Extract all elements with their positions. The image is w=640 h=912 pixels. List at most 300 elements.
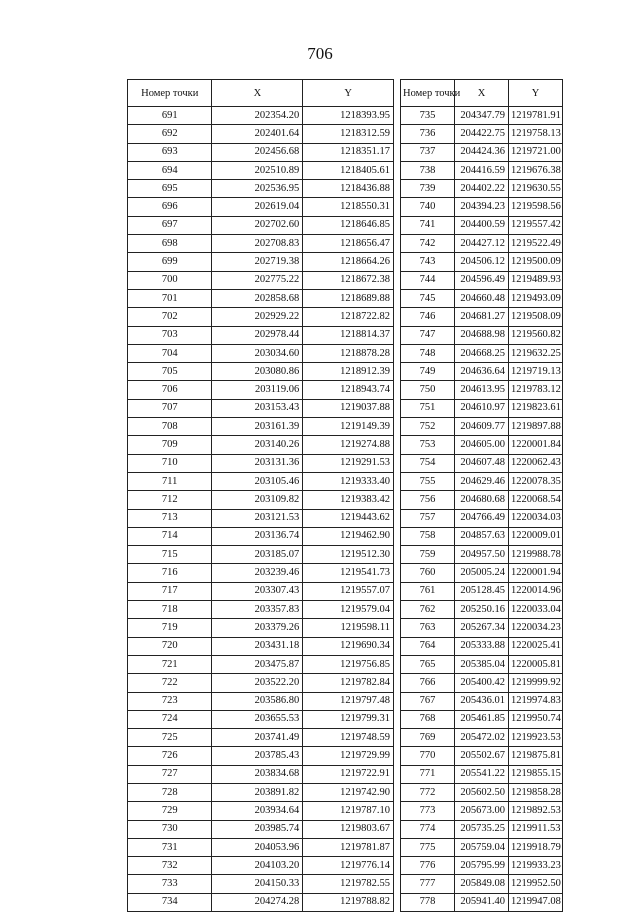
table-row xyxy=(128,820,394,838)
cell-point-number: 736 xyxy=(401,125,455,143)
table-row xyxy=(128,509,394,527)
cell-x: 204766.49 xyxy=(455,509,509,527)
table-row xyxy=(128,418,394,436)
cell-y: 1219508.09 xyxy=(509,308,563,326)
table-row xyxy=(128,107,394,125)
cell-point-number: 713 xyxy=(128,509,212,527)
cell-point-number: 716 xyxy=(128,564,212,582)
cell-y: 1219950.74 xyxy=(509,710,563,728)
table-row xyxy=(128,802,394,820)
table-row xyxy=(401,344,563,362)
cell-y: 1219933.23 xyxy=(509,857,563,875)
cell-x: 205795.99 xyxy=(455,857,509,875)
cell-x: 203891.82 xyxy=(212,783,303,801)
cell-point-number: 770 xyxy=(401,747,455,765)
cell-point-number: 697 xyxy=(128,216,212,234)
cell-y: 1218550.31 xyxy=(303,198,394,216)
table-row xyxy=(128,783,394,801)
cell-x: 203475.87 xyxy=(212,655,303,673)
table-row xyxy=(128,253,394,271)
cell-point-number: 769 xyxy=(401,729,455,747)
header-y: Y xyxy=(303,80,394,107)
cell-y: 1219918.79 xyxy=(509,838,563,856)
table-row xyxy=(401,747,563,765)
cell-x: 204681.27 xyxy=(455,308,509,326)
cell-x: 202702.60 xyxy=(212,216,303,234)
table-row xyxy=(401,491,563,509)
cell-y: 1219923.53 xyxy=(509,729,563,747)
cell-x: 205502.67 xyxy=(455,747,509,765)
cell-point-number: 755 xyxy=(401,472,455,490)
cell-x: 203522.20 xyxy=(212,674,303,692)
table-row xyxy=(401,107,563,125)
cell-point-number: 758 xyxy=(401,527,455,545)
table-row xyxy=(401,875,563,893)
cell-y: 1219855.15 xyxy=(509,765,563,783)
cell-y: 1218943.74 xyxy=(303,381,394,399)
cell-x: 204053.96 xyxy=(212,838,303,856)
cell-point-number: 731 xyxy=(128,838,212,856)
table-row xyxy=(401,180,563,198)
table-row xyxy=(401,326,563,344)
cell-x: 202775.22 xyxy=(212,271,303,289)
cell-point-number: 746 xyxy=(401,308,455,326)
cell-point-number: 776 xyxy=(401,857,455,875)
table-row xyxy=(128,235,394,253)
cell-x: 204660.48 xyxy=(455,289,509,307)
cell-y: 1219443.62 xyxy=(303,509,394,527)
cell-point-number: 749 xyxy=(401,363,455,381)
cell-y: 1219462.90 xyxy=(303,527,394,545)
cell-y: 1219512.30 xyxy=(303,546,394,564)
cell-point-number: 753 xyxy=(401,436,455,454)
cell-y: 1219722.91 xyxy=(303,765,394,783)
cell-x: 203307.43 xyxy=(212,582,303,600)
cell-point-number: 706 xyxy=(128,381,212,399)
cell-y: 1219274.88 xyxy=(303,436,394,454)
header-point-number: Номер точки xyxy=(401,80,455,107)
cell-point-number: 721 xyxy=(128,655,212,673)
cell-y: 1220078.35 xyxy=(509,472,563,490)
cell-point-number: 738 xyxy=(401,161,455,179)
cell-x: 203379.26 xyxy=(212,619,303,637)
cell-y: 1219787.10 xyxy=(303,802,394,820)
cell-point-number: 692 xyxy=(128,125,212,143)
cell-y: 1218405.61 xyxy=(303,161,394,179)
cell-point-number: 761 xyxy=(401,582,455,600)
table-row xyxy=(401,692,563,710)
cell-y: 1218689.88 xyxy=(303,289,394,307)
cell-point-number: 767 xyxy=(401,692,455,710)
cell-x: 204394.23 xyxy=(455,198,509,216)
table-row xyxy=(128,710,394,728)
cell-y: 1219721.00 xyxy=(509,143,563,161)
cell-x: 205267.34 xyxy=(455,619,509,637)
cell-x: 203105.46 xyxy=(212,472,303,490)
table-row xyxy=(128,582,394,600)
cell-point-number: 730 xyxy=(128,820,212,838)
table-row xyxy=(128,655,394,673)
cell-x: 203431.18 xyxy=(212,637,303,655)
table-body-left xyxy=(128,107,394,912)
table-row xyxy=(401,674,563,692)
cell-x: 203357.83 xyxy=(212,601,303,619)
cell-y: 1219729.99 xyxy=(303,747,394,765)
table-row xyxy=(401,472,563,490)
cell-y: 1219333.40 xyxy=(303,472,394,490)
table-row xyxy=(128,381,394,399)
table-row xyxy=(401,253,563,271)
cell-point-number: 694 xyxy=(128,161,212,179)
header-x: X xyxy=(455,80,509,107)
table-header-row xyxy=(401,80,563,107)
table-row xyxy=(401,893,563,911)
cell-x: 204424.36 xyxy=(455,143,509,161)
cell-y: 1219557.07 xyxy=(303,582,394,600)
table-row xyxy=(128,271,394,289)
cell-x: 202858.68 xyxy=(212,289,303,307)
cell-point-number: 771 xyxy=(401,765,455,783)
cell-x: 203934.64 xyxy=(212,802,303,820)
cell-point-number: 725 xyxy=(128,729,212,747)
cell-y: 1218646.85 xyxy=(303,216,394,234)
cell-x: 204400.59 xyxy=(455,216,509,234)
table-row xyxy=(401,601,563,619)
table-row xyxy=(128,527,394,545)
cell-y: 1219598.56 xyxy=(509,198,563,216)
cell-x: 204422.75 xyxy=(455,125,509,143)
cell-y: 1220001.94 xyxy=(509,564,563,582)
cell-x: 203785.43 xyxy=(212,747,303,765)
cell-x: 202401.64 xyxy=(212,125,303,143)
table-row xyxy=(401,436,563,454)
cell-point-number: 691 xyxy=(128,107,212,125)
cell-x: 205128.45 xyxy=(455,582,509,600)
cell-point-number: 756 xyxy=(401,491,455,509)
cell-y: 1219690.34 xyxy=(303,637,394,655)
table-row xyxy=(401,710,563,728)
cell-point-number: 714 xyxy=(128,527,212,545)
cell-y: 1219974.83 xyxy=(509,692,563,710)
table-row xyxy=(401,363,563,381)
cell-point-number: 708 xyxy=(128,418,212,436)
table-row xyxy=(401,143,563,161)
cell-point-number: 773 xyxy=(401,802,455,820)
cell-x: 202708.83 xyxy=(212,235,303,253)
cell-point-number: 709 xyxy=(128,436,212,454)
cell-x: 205400.42 xyxy=(455,674,509,692)
table-row xyxy=(401,125,563,143)
cell-x: 205436.01 xyxy=(455,692,509,710)
cell-y: 1219783.12 xyxy=(509,381,563,399)
cell-y: 1218912.39 xyxy=(303,363,394,381)
table-row xyxy=(128,893,394,911)
cell-point-number: 724 xyxy=(128,710,212,728)
cell-point-number: 760 xyxy=(401,564,455,582)
table-row xyxy=(128,674,394,692)
table-row xyxy=(128,326,394,344)
cell-point-number: 701 xyxy=(128,289,212,307)
cell-x: 202619.04 xyxy=(212,198,303,216)
cell-y: 1219823.61 xyxy=(509,399,563,417)
cell-y: 1219676.38 xyxy=(509,161,563,179)
cell-x: 204103.20 xyxy=(212,857,303,875)
cell-y: 1219557.42 xyxy=(509,216,563,234)
cell-x: 204857.63 xyxy=(455,527,509,545)
table-row xyxy=(128,637,394,655)
cell-point-number: 727 xyxy=(128,765,212,783)
cell-y: 1219579.04 xyxy=(303,601,394,619)
cell-x: 202456.68 xyxy=(212,143,303,161)
cell-y: 1219756.85 xyxy=(303,655,394,673)
table-row xyxy=(401,783,563,801)
cell-point-number: 748 xyxy=(401,344,455,362)
cell-x: 204427.12 xyxy=(455,235,509,253)
cell-x: 203153.43 xyxy=(212,399,303,417)
page-number: 706 xyxy=(307,44,333,63)
cell-x: 203080.86 xyxy=(212,363,303,381)
header-point-number: Номер точки xyxy=(128,80,212,107)
table-body-right xyxy=(401,107,563,912)
cell-point-number: 718 xyxy=(128,601,212,619)
cell-x: 204596.49 xyxy=(455,271,509,289)
cell-y: 1219781.87 xyxy=(303,838,394,856)
cell-x: 204957.50 xyxy=(455,546,509,564)
cell-x: 204668.25 xyxy=(455,344,509,362)
cell-y: 1219858.28 xyxy=(509,783,563,801)
table-row xyxy=(128,472,394,490)
cell-x: 203586.80 xyxy=(212,692,303,710)
cell-point-number: 699 xyxy=(128,253,212,271)
cell-y: 1219748.59 xyxy=(303,729,394,747)
table-row xyxy=(401,216,563,234)
cell-x: 203834.68 xyxy=(212,765,303,783)
cell-x: 204688.98 xyxy=(455,326,509,344)
table-row xyxy=(128,308,394,326)
cell-point-number: 772 xyxy=(401,783,455,801)
cell-point-number: 764 xyxy=(401,637,455,655)
cell-y: 1219988.78 xyxy=(509,546,563,564)
table-row xyxy=(401,381,563,399)
cell-y: 1219897.88 xyxy=(509,418,563,436)
cell-point-number: 765 xyxy=(401,655,455,673)
coordinates-table-right xyxy=(400,79,563,912)
table-row xyxy=(401,655,563,673)
cell-y: 1219493.09 xyxy=(509,289,563,307)
cell-x: 202536.95 xyxy=(212,180,303,198)
cell-point-number: 726 xyxy=(128,747,212,765)
cell-point-number: 735 xyxy=(401,107,455,125)
table-row xyxy=(401,289,563,307)
cell-point-number: 700 xyxy=(128,271,212,289)
cell-point-number: 711 xyxy=(128,472,212,490)
cell-point-number: 705 xyxy=(128,363,212,381)
cell-y: 1219952.50 xyxy=(509,875,563,893)
table-row xyxy=(401,509,563,527)
table-row xyxy=(128,747,394,765)
cell-point-number: 743 xyxy=(401,253,455,271)
cell-y: 1219598.11 xyxy=(303,619,394,637)
table-row xyxy=(401,546,563,564)
cell-x: 204416.59 xyxy=(455,161,509,179)
cell-x: 204610.97 xyxy=(455,399,509,417)
cell-point-number: 757 xyxy=(401,509,455,527)
cell-y: 1219776.14 xyxy=(303,857,394,875)
table-row xyxy=(401,235,563,253)
coordinates-table-left xyxy=(127,79,394,912)
cell-y: 1219999.92 xyxy=(509,674,563,692)
cell-point-number: 703 xyxy=(128,326,212,344)
cell-x: 205385.04 xyxy=(455,655,509,673)
cell-point-number: 722 xyxy=(128,674,212,692)
table-row xyxy=(401,564,563,582)
cell-y: 1220014.96 xyxy=(509,582,563,600)
cell-point-number: 747 xyxy=(401,326,455,344)
cell-x: 204609.77 xyxy=(455,418,509,436)
cell-x: 205602.50 xyxy=(455,783,509,801)
cell-point-number: 774 xyxy=(401,820,455,838)
cell-point-number: 693 xyxy=(128,143,212,161)
table-row xyxy=(401,838,563,856)
table-row xyxy=(401,454,563,472)
cell-point-number: 704 xyxy=(128,344,212,362)
cell-point-number: 712 xyxy=(128,491,212,509)
cell-x: 204613.95 xyxy=(455,381,509,399)
cell-y: 1218436.88 xyxy=(303,180,394,198)
cell-point-number: 745 xyxy=(401,289,455,307)
cell-x: 203109.82 xyxy=(212,491,303,509)
cell-point-number: 698 xyxy=(128,235,212,253)
table-row xyxy=(128,729,394,747)
cell-point-number: 754 xyxy=(401,454,455,472)
cell-y: 1219781.91 xyxy=(509,107,563,125)
cell-y: 1218351.17 xyxy=(303,143,394,161)
table-header-row xyxy=(128,80,394,107)
table-row xyxy=(401,619,563,637)
cell-x: 203121.53 xyxy=(212,509,303,527)
table-row xyxy=(128,180,394,198)
cell-x: 205472.02 xyxy=(455,729,509,747)
cell-point-number: 720 xyxy=(128,637,212,655)
cell-point-number: 696 xyxy=(128,198,212,216)
table-row xyxy=(401,399,563,417)
cell-point-number: 759 xyxy=(401,546,455,564)
table-row xyxy=(128,546,394,564)
cell-y: 1220005.81 xyxy=(509,655,563,673)
cell-point-number: 777 xyxy=(401,875,455,893)
table-row xyxy=(128,454,394,472)
cell-y: 1218814.37 xyxy=(303,326,394,344)
table-row xyxy=(128,198,394,216)
cell-y: 1219541.73 xyxy=(303,564,394,582)
cell-x: 203034.60 xyxy=(212,344,303,362)
cell-point-number: 750 xyxy=(401,381,455,399)
cell-point-number: 729 xyxy=(128,802,212,820)
cell-y: 1219719.13 xyxy=(509,363,563,381)
cell-x: 204402.22 xyxy=(455,180,509,198)
cell-x: 205333.88 xyxy=(455,637,509,655)
table-row xyxy=(401,308,563,326)
cell-x: 204506.12 xyxy=(455,253,509,271)
table-row xyxy=(128,161,394,179)
cell-x: 205541.22 xyxy=(455,765,509,783)
cell-y: 1220034.03 xyxy=(509,509,563,527)
table-row xyxy=(401,582,563,600)
cell-point-number: 733 xyxy=(128,875,212,893)
cell-y: 1219947.08 xyxy=(509,893,563,911)
table-row xyxy=(401,418,563,436)
cell-y: 1219788.82 xyxy=(303,893,394,911)
cell-x: 203131.36 xyxy=(212,454,303,472)
cell-y: 1219797.48 xyxy=(303,692,394,710)
cell-point-number: 752 xyxy=(401,418,455,436)
table-row xyxy=(401,161,563,179)
cell-y: 1218878.28 xyxy=(303,344,394,362)
cell-y: 1220009.01 xyxy=(509,527,563,545)
table-row xyxy=(128,363,394,381)
cell-x: 204605.00 xyxy=(455,436,509,454)
table-row xyxy=(401,198,563,216)
cell-point-number: 728 xyxy=(128,783,212,801)
cell-y: 1220033.04 xyxy=(509,601,563,619)
cell-y: 1219500.09 xyxy=(509,253,563,271)
cell-y: 1220062.43 xyxy=(509,454,563,472)
cell-point-number: 744 xyxy=(401,271,455,289)
cell-y: 1219632.25 xyxy=(509,344,563,362)
cell-x: 205461.85 xyxy=(455,710,509,728)
cell-point-number: 739 xyxy=(401,180,455,198)
table-row xyxy=(128,289,394,307)
table-row xyxy=(401,729,563,747)
cell-x: 204347.79 xyxy=(455,107,509,125)
cell-point-number: 702 xyxy=(128,308,212,326)
table-row xyxy=(128,838,394,856)
cell-x: 204680.68 xyxy=(455,491,509,509)
table-row xyxy=(128,143,394,161)
cell-y: 1218722.82 xyxy=(303,308,394,326)
cell-x: 202719.38 xyxy=(212,253,303,271)
cell-y: 1219522.49 xyxy=(509,235,563,253)
cell-point-number: 734 xyxy=(128,893,212,911)
cell-y: 1219892.53 xyxy=(509,802,563,820)
cell-y: 1219489.93 xyxy=(509,271,563,289)
cell-y: 1220025.41 xyxy=(509,637,563,655)
cell-point-number: 763 xyxy=(401,619,455,637)
cell-y: 1220034.23 xyxy=(509,619,563,637)
cell-point-number: 766 xyxy=(401,674,455,692)
cell-point-number: 723 xyxy=(128,692,212,710)
cell-x: 203239.46 xyxy=(212,564,303,582)
cell-x: 205735.25 xyxy=(455,820,509,838)
cell-point-number: 717 xyxy=(128,582,212,600)
cell-point-number: 762 xyxy=(401,601,455,619)
header-x: X xyxy=(212,80,303,107)
cell-x: 203741.49 xyxy=(212,729,303,747)
cell-x: 203119.06 xyxy=(212,381,303,399)
cell-point-number: 719 xyxy=(128,619,212,637)
cell-x: 204274.28 xyxy=(212,893,303,911)
header-y: Y xyxy=(509,80,563,107)
table-row xyxy=(128,692,394,710)
cell-x: 202510.89 xyxy=(212,161,303,179)
cell-y: 1219875.81 xyxy=(509,747,563,765)
cell-x: 205673.00 xyxy=(455,802,509,820)
table-row xyxy=(128,564,394,582)
table-row xyxy=(401,765,563,783)
cell-y: 1219782.84 xyxy=(303,674,394,692)
table-row xyxy=(128,436,394,454)
cell-y: 1219742.90 xyxy=(303,783,394,801)
